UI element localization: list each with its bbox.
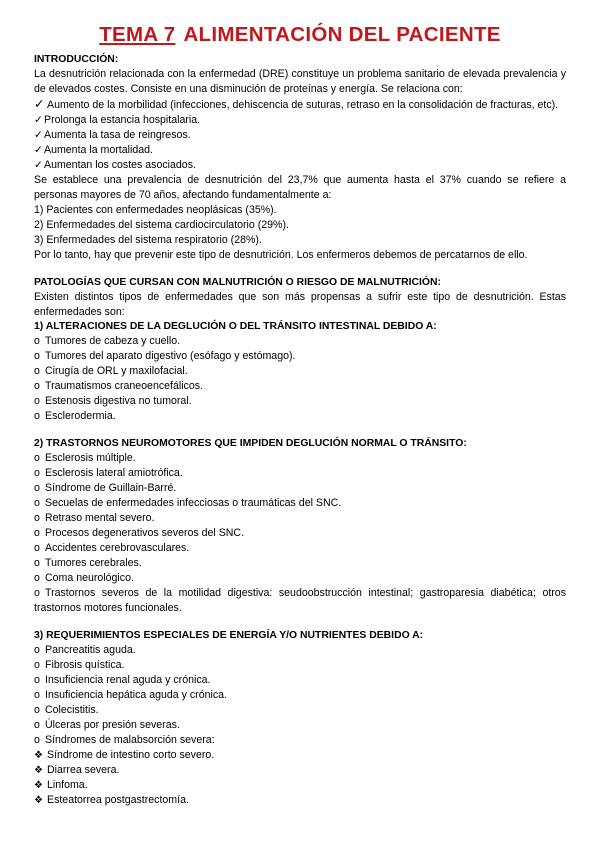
group-item: 2) Enfermedades del sistema cardiocirculatorio (29%).	[34, 219, 289, 231]
intro-paragraph: La desnutrición relacionada con la enfermedad (DRE) constituye un problema sanitario de elevada prevalencia y de elevados costes. Consiste en una disminución de proteínas y energía. Se relaciona con:	[34, 68, 566, 95]
section-1-heading: 1) ALTERACIONES DE LA DEGLUCIÓN O DEL TRÁNSITO INTESTINAL DEBIDO A:	[34, 321, 437, 332]
diamond-bullet-icon: ❖	[34, 795, 43, 806]
list-item: o Tumores del aparato digestivo (esófago y estómago).	[34, 350, 296, 362]
topic-title: ALIMENTACIÓN DEL PACIENTE	[183, 23, 501, 46]
section-3-heading: 3) REQUERIMIENTOS ESPECIALES DE ENERGÍA Y/O NUTRIENTES DEBIDO A:	[34, 630, 424, 641]
list-item: o Coma neurológico.	[34, 572, 134, 584]
list-item: o Fibrosis quística.	[34, 659, 125, 671]
list-item: o Retraso mental severo.	[34, 512, 155, 524]
list-item: o Accidentes cerebrovasculares.	[34, 542, 190, 554]
list-item: o Trastornos severos de la motilidad digestiva: seudoobstrucción intestinal; gastroparesia diabética; otros trastornos motores funcionales.	[34, 587, 566, 614]
intro-heading: INTRODUCCIÓN:	[34, 54, 119, 65]
page-title	[34, 22, 566, 48]
sub-list-item: ❖ Síndrome de intestino corto severo.	[34, 749, 215, 761]
list-item: o Esclerodermia.	[34, 410, 116, 422]
section-2-heading: 2) TRASTORNOS NEUROMOTORES QUE IMPIDEN DEGLUCIÓN NORMAL O TRÁNSITO:	[34, 438, 467, 449]
check-item: ✓Aumenta la mortalidad.	[34, 144, 153, 156]
list-item: o Síndromes de malabsorción severa:	[34, 734, 215, 746]
check-item: ✓Aumentan los costes asociados.	[34, 159, 196, 171]
list-item: o Insuficiencia renal aguda y crónica.	[34, 674, 211, 686]
list-item: o Úlceras por presión severas.	[34, 719, 180, 731]
sub-list-item: ❖ Esteatorrea postgastrectomía.	[34, 794, 189, 806]
pathologies-heading: PATOLOGÍAS QUE CURSAN CON MALNUTRICIÓN O RIESGO DE MALNUTRICIÓN:	[34, 277, 441, 288]
conclusion-paragraph: Por lo tanto, hay que prevenir este tipo de desnutrición. Los enfermeros debemos de percatarnos de ello.	[34, 249, 528, 261]
list-item: o Tumores de cabeza y cuello.	[34, 335, 181, 347]
group-item: 3) Enfermedades del sistema respiratorio (28%).	[34, 234, 262, 246]
list-item: o Procesos degenerativos severos del SNC.	[34, 527, 245, 539]
list-item: o Secuelas de enfermedades infecciosas o traumáticas del SNC.	[34, 497, 342, 509]
list-item: o Traumatismos craneoencefálicos.	[34, 380, 203, 392]
check-item: ✓ Aumento de la morbilidad (infecciones, dehiscencia de suturas, retraso en la consolidación de fracturas, etc).	[34, 97, 559, 111]
diamond-bullet-icon: ❖	[34, 765, 43, 776]
topic-number: TEMA 7	[99, 23, 176, 46]
check-icon: ✓	[34, 129, 43, 141]
check-icon: ✓	[34, 97, 45, 111]
sub-list-item: ❖ Diarrea severa.	[34, 764, 120, 776]
diamond-bullet-icon: ❖	[34, 750, 43, 761]
check-icon: ✓	[34, 114, 43, 126]
check-icon: ✓	[34, 144, 43, 156]
list-item: o Síndrome de Guillain-Barré.	[34, 482, 177, 494]
list-item: o Tumores cerebrales.	[34, 557, 142, 569]
list-item: o Esclerosis lateral amiotrófica.	[34, 467, 183, 479]
list-item: o Colecistitis.	[34, 704, 99, 716]
group-item: 1) Pacientes con enfermedades neoplásicas (35%).	[34, 204, 277, 216]
prevalence-paragraph: Se establece una prevalencia de desnutrición del 23,7% que aumenta hasta el 37% cuando se refiere a personas mayores de 70 años, afectando fundamentalmente a:	[34, 174, 566, 201]
diamond-bullet-icon: ❖	[34, 780, 43, 791]
list-item: o Esclerosis múltiple.	[34, 452, 136, 464]
list-item: o Insuficiencia hepática aguda y crónica.	[34, 689, 227, 701]
pathologies-intro: Existen distintos tipos de enfermedades que son más propensas a sufrir este tipo de desnutrición. Estas enfermedades son:	[34, 291, 566, 318]
check-icon: ✓	[34, 159, 43, 171]
sub-list-item: ❖ Linfoma.	[34, 779, 88, 791]
list-item: o Pancreatitis aguda.	[34, 644, 136, 656]
list-item: o Cirugía de ORL y maxilofacial.	[34, 365, 188, 377]
check-item: ✓Prolonga la estancia hospitalaria.	[34, 114, 201, 126]
list-item: o Estenosis digestiva no tumoral.	[34, 395, 192, 407]
check-item: ✓Aumenta la tasa de reingresos.	[34, 129, 191, 141]
